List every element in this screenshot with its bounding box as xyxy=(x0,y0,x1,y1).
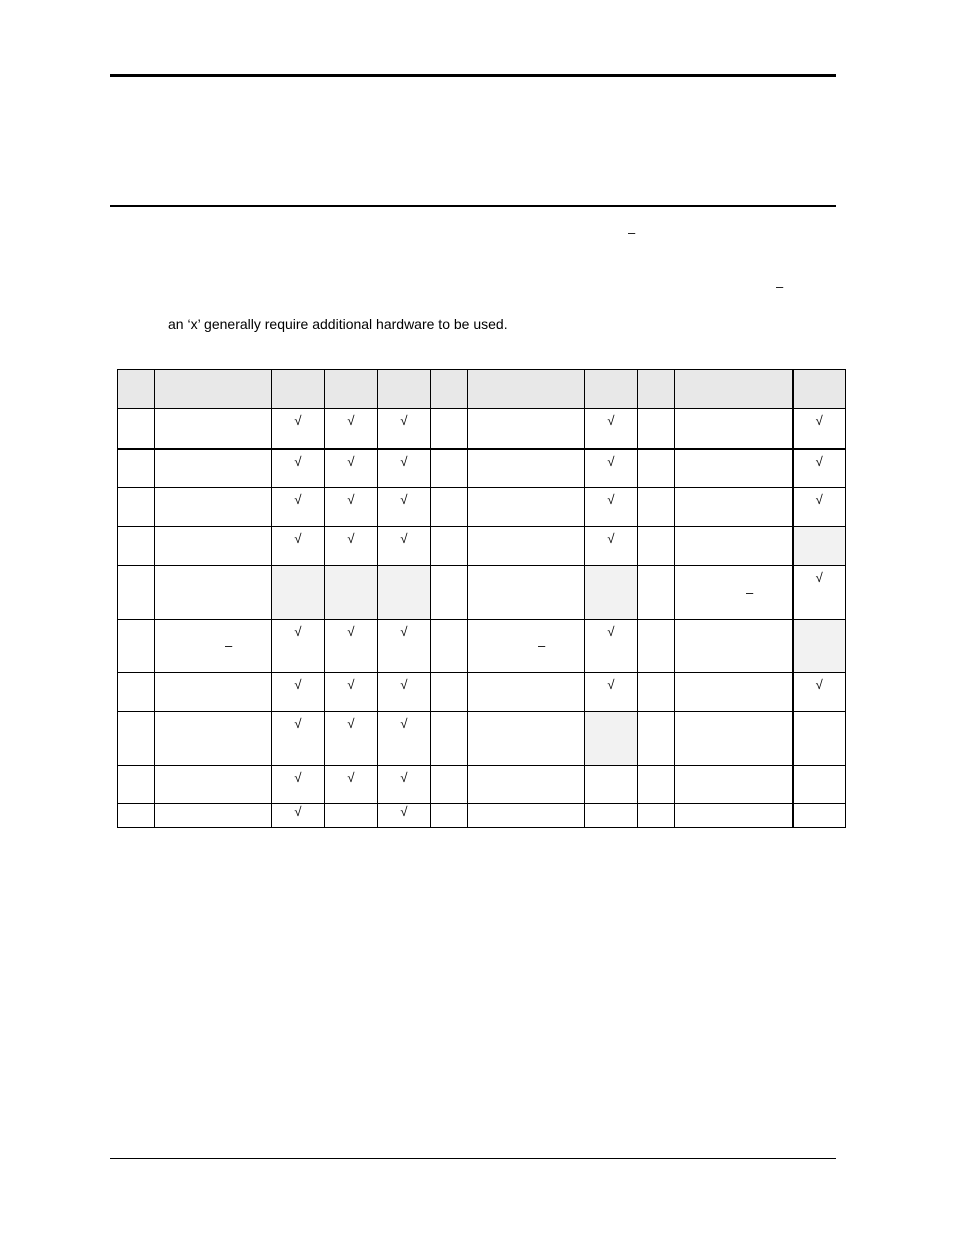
check-mark-icon: √ xyxy=(347,677,355,692)
cell-dash: – xyxy=(746,585,754,600)
table-row xyxy=(118,488,846,527)
compatibility-table xyxy=(117,369,846,828)
check-mark-icon: √ xyxy=(815,570,823,585)
check-mark-icon: √ xyxy=(294,677,302,692)
check-mark-icon: √ xyxy=(400,804,408,819)
check-mark-icon: √ xyxy=(347,453,355,469)
intro-dash: – xyxy=(776,279,784,294)
header-rule xyxy=(110,74,836,77)
check-mark-icon: √ xyxy=(347,413,355,428)
table-row xyxy=(118,673,846,712)
check-mark-icon: √ xyxy=(347,492,355,507)
check-mark-icon: √ xyxy=(294,624,302,639)
table-row xyxy=(118,620,846,673)
check-mark-icon: √ xyxy=(815,413,823,428)
check-mark-icon: √ xyxy=(294,413,302,428)
check-mark-icon: √ xyxy=(607,624,615,639)
table-header-row xyxy=(118,370,846,409)
check-mark-icon: √ xyxy=(815,492,823,507)
table-row xyxy=(118,712,846,766)
check-mark-icon: √ xyxy=(347,716,355,731)
check-mark-icon: √ xyxy=(400,624,408,639)
check-mark-icon: √ xyxy=(400,453,408,469)
cell-dash: – xyxy=(538,638,546,653)
check-mark-icon: √ xyxy=(347,770,355,785)
check-mark-icon: √ xyxy=(400,413,408,428)
check-mark-icon: √ xyxy=(815,453,823,469)
table-row xyxy=(118,804,846,828)
check-mark-icon: √ xyxy=(294,804,302,819)
check-mark-icon: √ xyxy=(607,531,615,546)
table-row xyxy=(118,527,846,566)
check-mark-icon: √ xyxy=(607,492,615,507)
intro-dash: – xyxy=(628,225,636,240)
check-mark-icon: √ xyxy=(400,677,408,692)
check-mark-icon: √ xyxy=(400,492,408,507)
check-mark-icon: √ xyxy=(607,413,615,428)
check-mark-icon: √ xyxy=(815,677,823,692)
check-mark-icon: √ xyxy=(347,624,355,639)
check-mark-icon: √ xyxy=(400,770,408,785)
table-row xyxy=(118,449,846,488)
table-row xyxy=(118,409,846,449)
check-mark-icon: √ xyxy=(400,716,408,731)
check-mark-icon: √ xyxy=(607,453,615,469)
check-mark-icon: √ xyxy=(347,531,355,546)
check-mark-icon: √ xyxy=(294,531,302,546)
check-mark-icon: √ xyxy=(400,531,408,546)
table-row xyxy=(118,566,846,620)
check-mark-icon: √ xyxy=(294,716,302,731)
footer-rule xyxy=(110,1158,836,1159)
table-row xyxy=(118,766,846,804)
check-mark-icon: √ xyxy=(294,492,302,507)
check-mark-icon: √ xyxy=(607,677,615,692)
check-mark-icon: √ xyxy=(294,453,302,469)
intro-paragraph-line: an ‘x’ generally require additional hardware to be used. xyxy=(168,316,508,332)
check-mark-icon: √ xyxy=(294,770,302,785)
section-rule xyxy=(110,205,836,207)
cell-dash: – xyxy=(225,638,233,653)
